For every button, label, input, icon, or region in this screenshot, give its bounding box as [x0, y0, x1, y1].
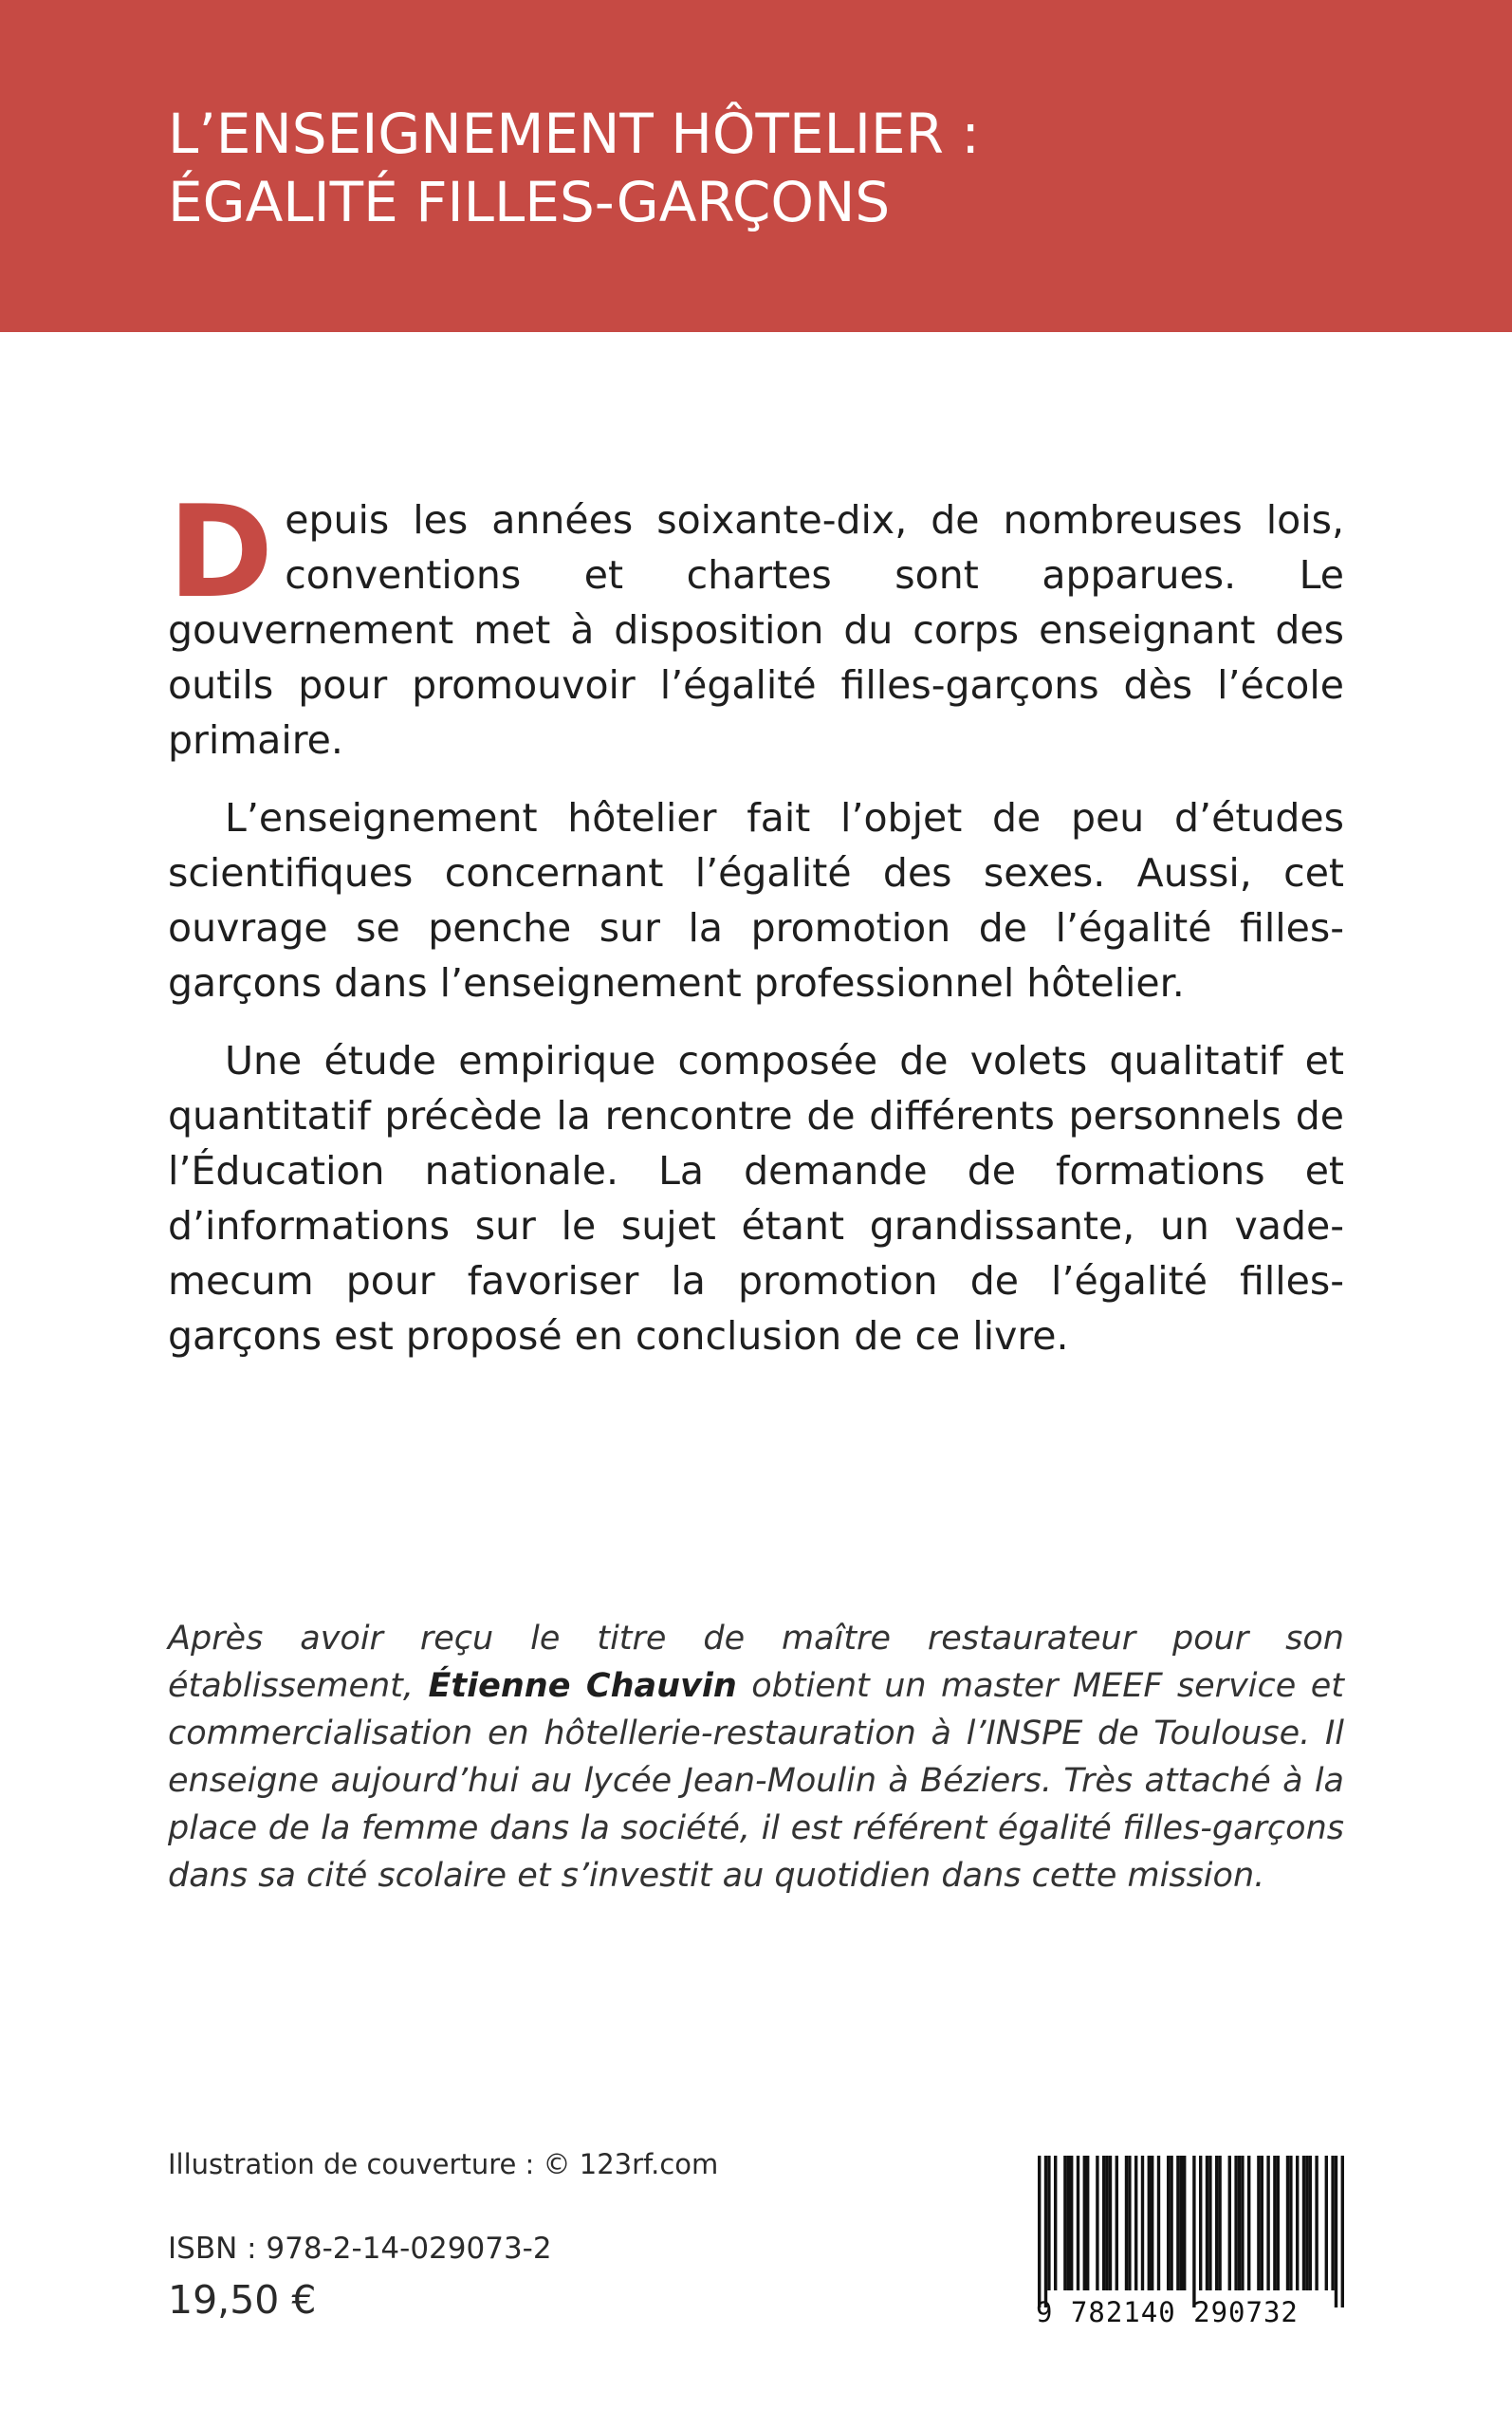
book-title-line-2: ÉGALITÉ FILLES-GARÇONS — [168, 170, 891, 234]
summary-paragraph-1-text: epuis les années soixante-dix, de nombreuses lois, conventions et chartes sont apparues. Le gouvernement met à disposition du corps enseignant des outils pour promouvoir l’égalité filles-garçons dès l’école primaire. — [168, 497, 1344, 763]
summary-paragraph-1 — [168, 478, 1344, 768]
summary-paragraph-3: Une étude empirique composée de volets qualitatif et quantitatif précède la rencontre de différents personnels de l’Éducation nationale. La demande de formations et d’informations sur le sujet étant grandissante, un vade-mecum pour favoriser la promotion de l’égalité filles-garçons est proposé en conclusion de ce livre. — [168, 1038, 1344, 1359]
book-title-line-1: L’ENSEIGNEMENT HÔTELIER : — [168, 102, 980, 166]
isbn-number: ISBN : 978-2-14-029073-2 — [168, 2232, 552, 2266]
summary-paragraph-2: L’enseignement hôtelier fait l’objet de peu d’études scientifiques concernant l’égalité des sexes. Aussi, cet ouvrage se penche sur la promotion de l’égalité filles-garçons dans l’enseignement professionnel hôtelier. — [168, 795, 1344, 1006]
author-bio-text: obtient un master MEEF service et commercialisation en hôtellerie-restauration à l’INSPE de Toulouse. Il enseigne aujourd’hui au lycée Jean-Moulin à Béziers. Très attaché à la place de la femme dans la société, il est référent égalité filles-garçons dans sa cité scolaire et s’investit au quotidien dans cette mission. — [168, 1667, 1344, 1895]
cover-illustration-credit: Illustration de couverture : © 123rf.com — [168, 2148, 719, 2180]
drop-cap-letter: D — [168, 478, 274, 626]
author-biography — [168, 1615, 1344, 1899]
author-bio-intro: Après avoir reçu le titre de maître restaurateur pour son établissement, — [168, 1620, 1344, 1705]
book-price: 19,50 € — [168, 2277, 317, 2323]
author-name: Étienne Chauvin — [428, 1667, 737, 1705]
barcode-digits: 9 782140 290732 — [1036, 2296, 1299, 2328]
title-band — [0, 0, 1512, 332]
